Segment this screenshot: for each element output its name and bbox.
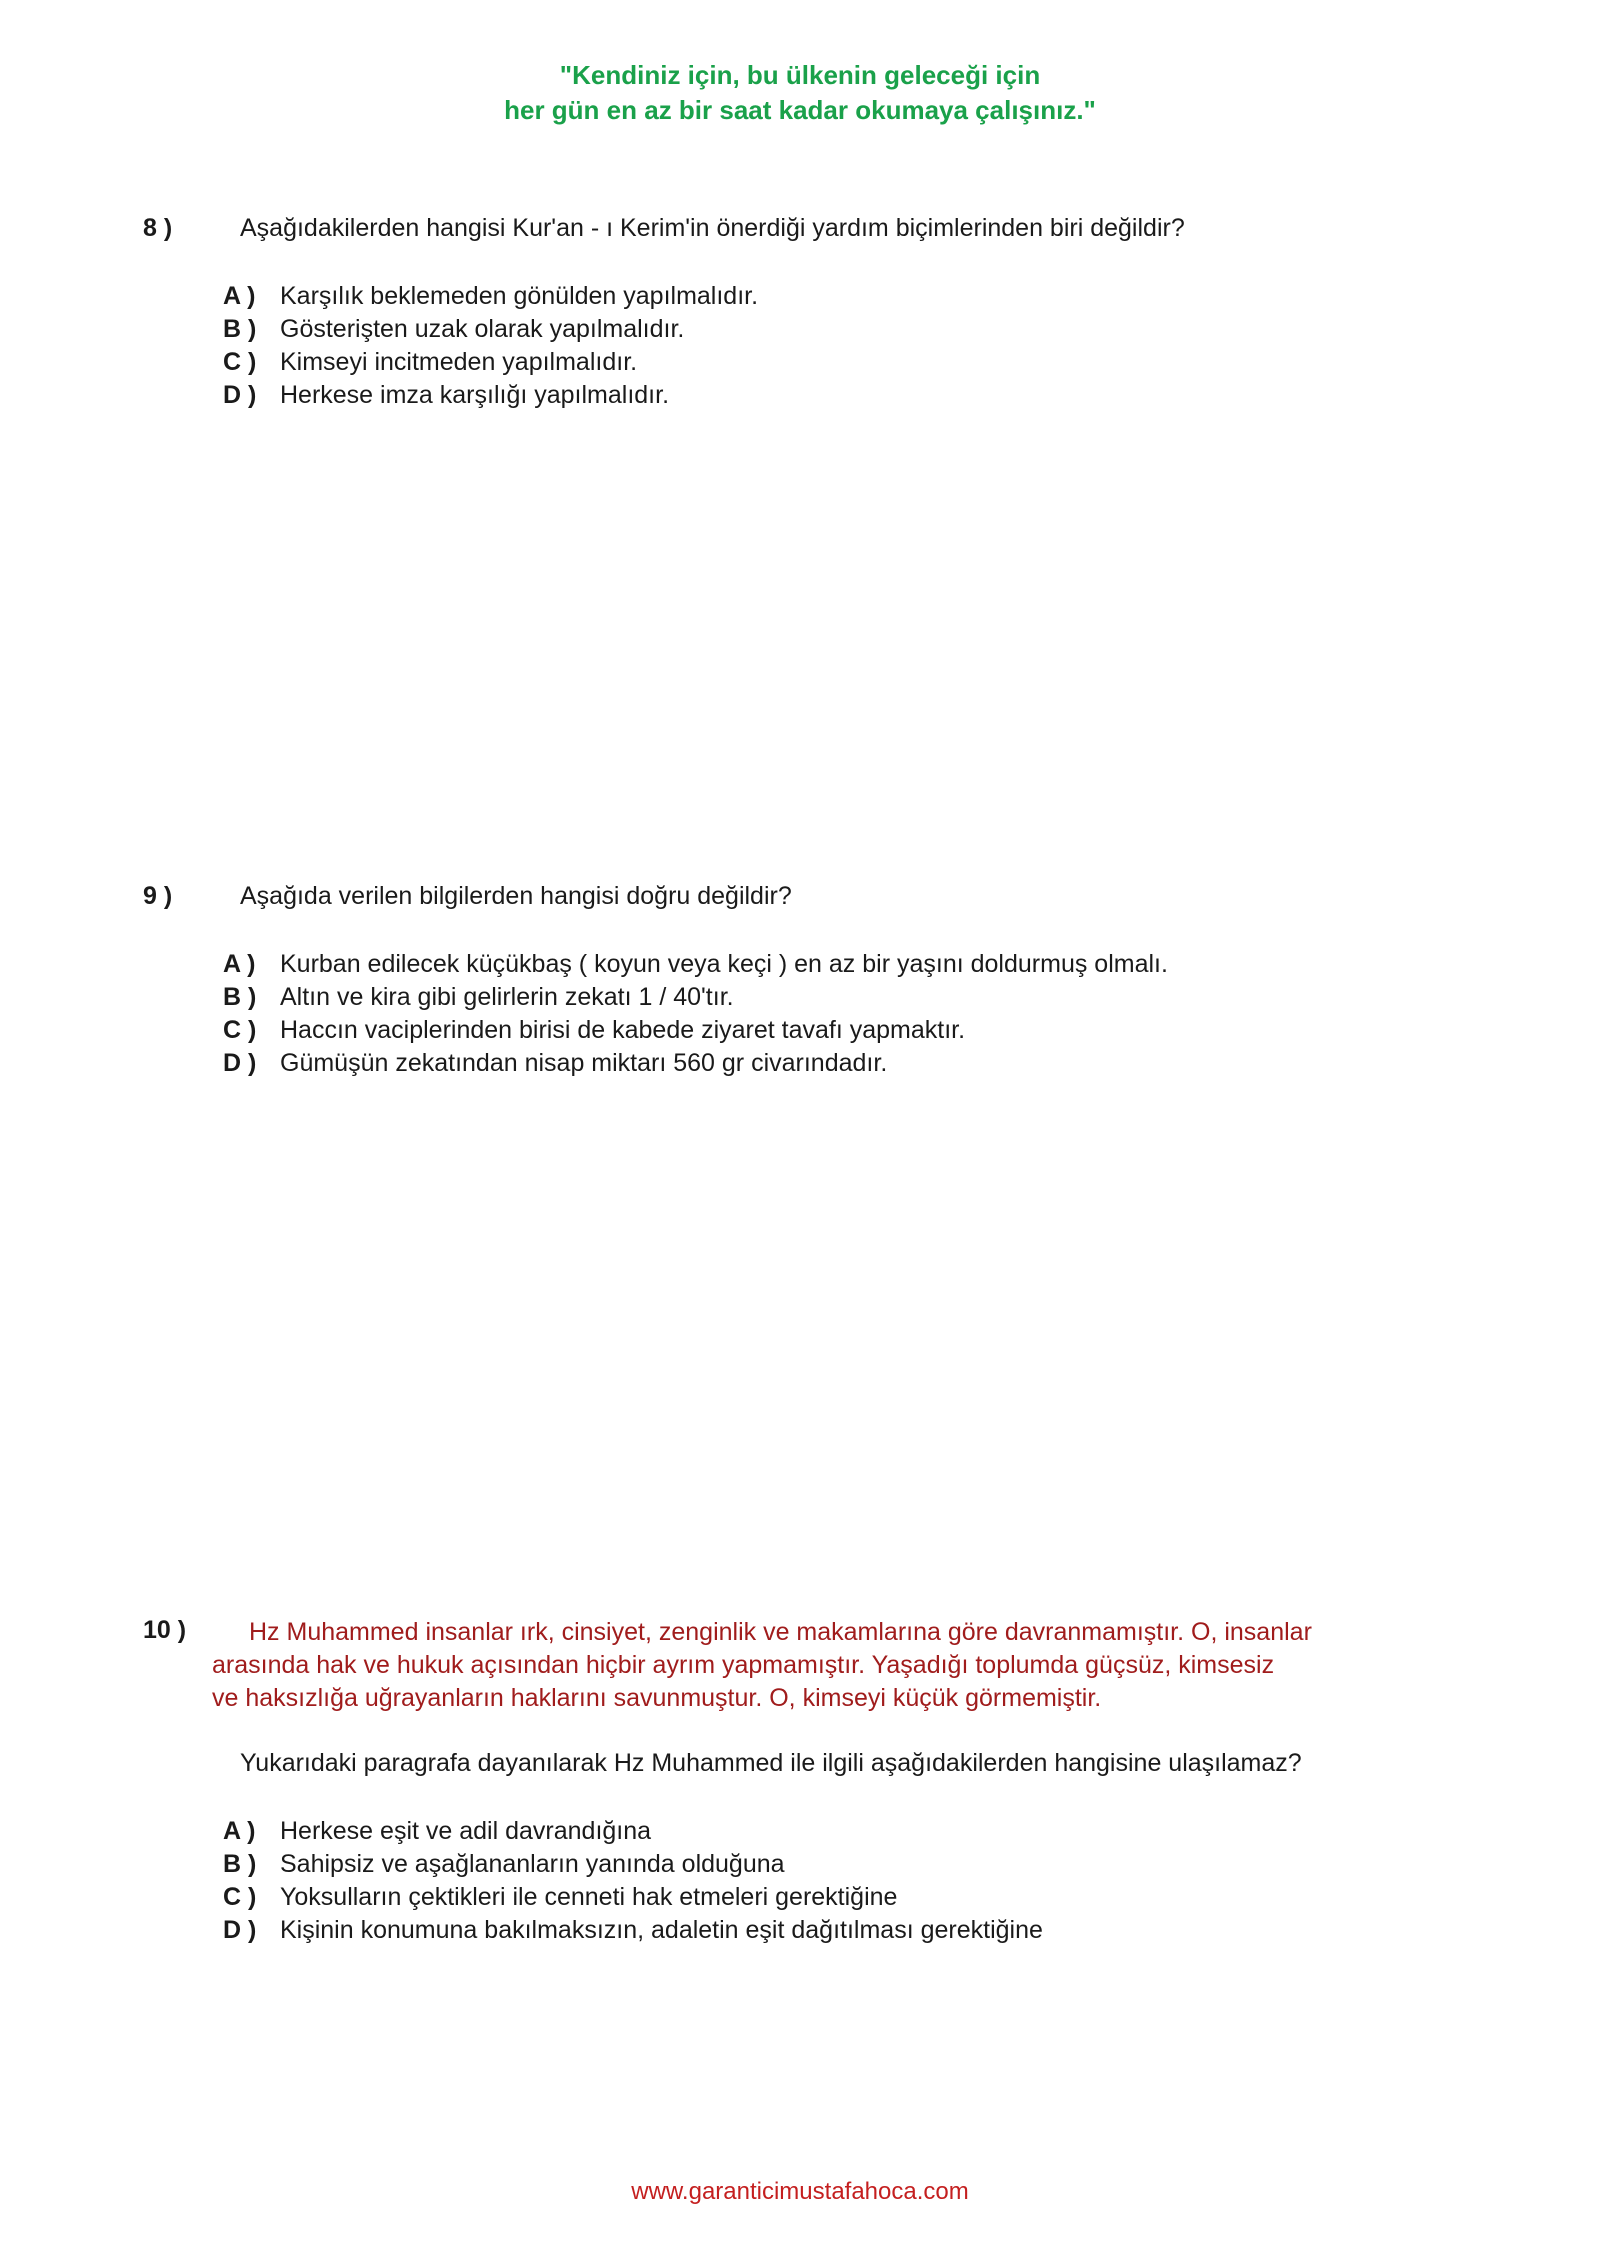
option-letter: B ): [223, 1850, 257, 1878]
option-letter: D ): [223, 1916, 257, 1944]
option-text: Karşılık beklemeden gönülden yapılmalıdır.: [280, 282, 759, 310]
option-letter: D ): [223, 1049, 257, 1077]
paragraph-line: arasında hak ve hukuk açısından hiçbir ayrım yapmamıştır. Yaşadığı toplumda güçsüz, kimsesiz: [212, 1651, 1275, 1679]
question-number: 9 ): [143, 882, 173, 910]
option-letter: D ): [223, 381, 257, 409]
option-letter: B ): [223, 315, 257, 343]
option-text: Gösterişten uzak olarak yapılmalıdır.: [280, 315, 685, 343]
option-text: Sahipsiz ve aşağlananların yanında olduğuna: [280, 1850, 785, 1878]
paragraph-line: ve haksızlığa uğrayanların haklarını savunmuştur. O, kimseyi küçük görmemiştir.: [212, 1684, 1102, 1712]
motto-line-2: her gün en az bir saat kadar okumaya çalışınız.": [504, 95, 1096, 125]
question-text: Aşağıda verilen bilgilerden hangisi doğru değildir?: [240, 882, 792, 910]
option-text: Haccın vaciplerinden birisi de kabede ziyaret tavafı yapmaktır.: [280, 1016, 966, 1044]
motto-line-1: "Kendiniz için, bu ülkenin geleceği için: [559, 60, 1041, 90]
option-text: Yoksulların çektikleri ile cenneti hak etmeleri gerektiğine: [280, 1883, 898, 1911]
question-text: Yukarıdaki paragrafa dayanılarak Hz Muhammed ile ilgili aşağıdakilerden hangisine ulaşılamaz?: [240, 1749, 1302, 1777]
option-letter: C ): [223, 1883, 257, 1911]
option-text: Altın ve kira gibi gelirlerin zekatı 1 / 40'tır.: [280, 983, 734, 1011]
paragraph-line: Hz Muhammed insanlar ırk, cinsiyet, zenginlik ve makamlarına göre davranmamıştır. O, insanlar: [249, 1618, 1312, 1646]
footer-url[interactable]: www.garanticimustafahoca.com: [631, 2178, 969, 2205]
option-letter: A ): [223, 950, 256, 978]
question-paragraph: [212, 1616, 1312, 1715]
question-number: 8 ): [143, 214, 173, 242]
option-text: Gümüşün zekatından nisap miktarı 560 gr civarındadır.: [280, 1049, 888, 1077]
option-text: Kurban edilecek küçükbaş ( koyun veya keçi ) en az bir yaşını doldurmuş olmalı.: [280, 950, 1168, 978]
option-letter: C ): [223, 348, 257, 376]
option-letter: A ): [223, 1817, 256, 1845]
option-letter: A ): [223, 282, 256, 310]
motto-header: [0, 58, 1600, 128]
option-text: Herkese eşit ve adil davrandığına: [280, 1817, 652, 1845]
option-text: Kişinin konumuna bakılmaksızın, adaletin eşit dağıtılması gerektiğine: [280, 1916, 1043, 1944]
option-text: Kimseyi incitmeden yapılmalıdır.: [280, 348, 638, 376]
question-number: 10 ): [143, 1616, 187, 1644]
option-text: Herkese imza karşılığı yapılmalıdır.: [280, 381, 670, 409]
question-text: Aşağıdakilerden hangisi Kur'an - ı Kerim'in önerdiği yardım biçimlerinden biri değildir?: [240, 214, 1185, 242]
option-letter: B ): [223, 983, 257, 1011]
option-letter: C ): [223, 1016, 257, 1044]
